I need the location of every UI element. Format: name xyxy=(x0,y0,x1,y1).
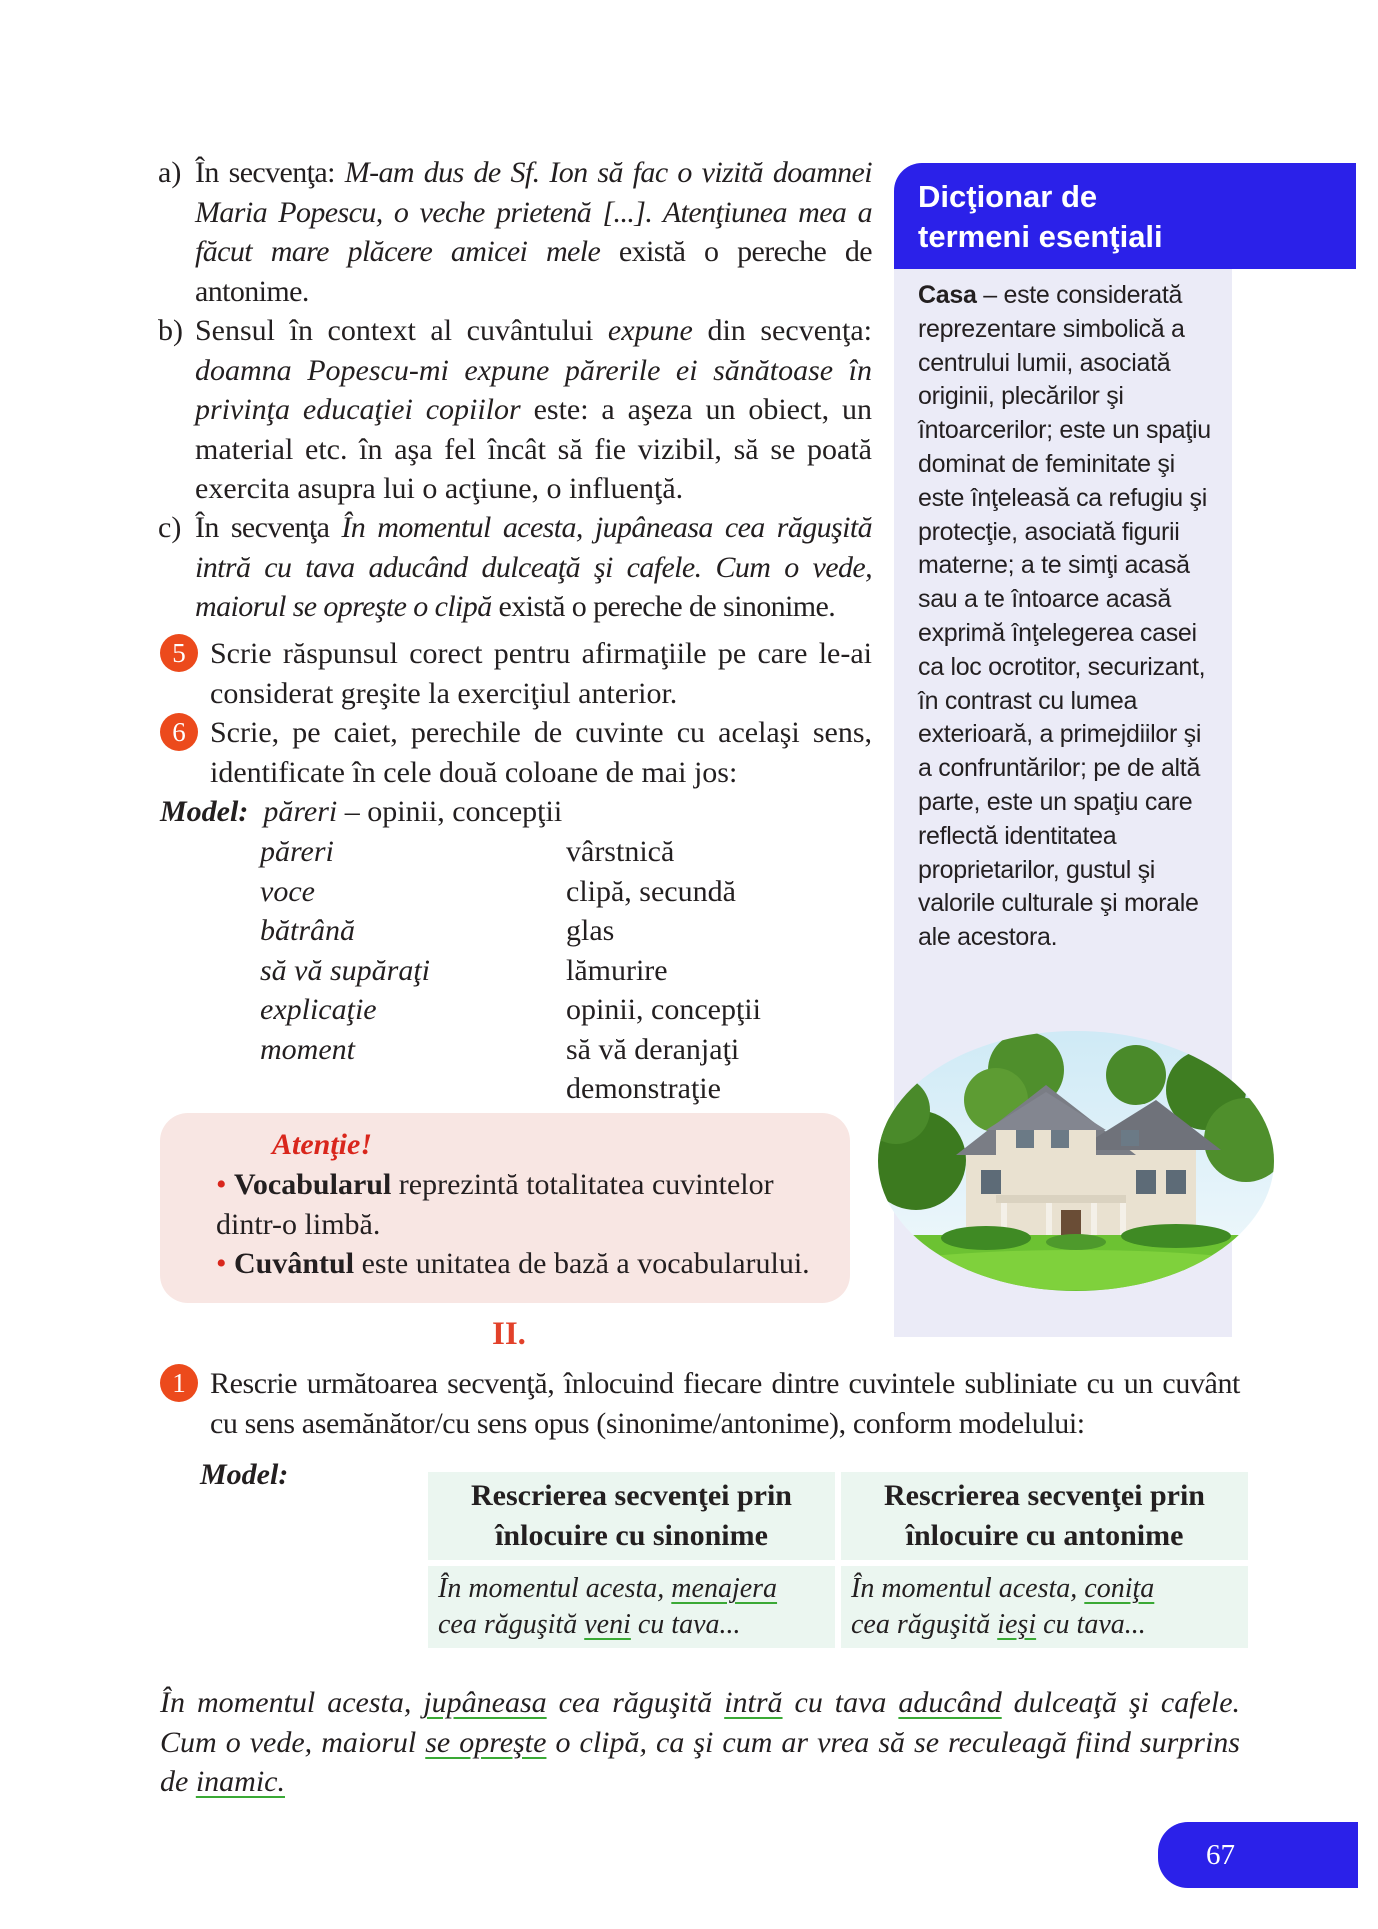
exercise-c-quote: În momentul acesta, jupâneasa cea răguşită intră cu tava aducând dulceaţă şi cafele. Cum o vede, maiorul se opreşte o clipă xyxy=(195,511,872,623)
model-2-label: Model: xyxy=(200,1458,289,1491)
list-item: demonstraţie xyxy=(566,1072,721,1105)
cell-underlined: veni xyxy=(584,1609,631,1640)
exercise-a-text: În secvenţa: xyxy=(195,156,345,189)
list-item: voce xyxy=(260,874,315,908)
exercise-6-text: Scrie, pe caiet, perechile de cuvinte cu acelaşi sens, identificate în cele două coloane de mai jos: xyxy=(210,716,872,789)
exercise-5-text: Scrie răspunsul corect pentru afirmaţiile pe care le-ai considerat greşite la exerciţiul anterior. xyxy=(210,637,872,710)
bullet-icon: • xyxy=(216,1168,227,1201)
exercise-a-text-end: există o pereche de antonime. xyxy=(195,235,873,308)
passage-underlined: intră xyxy=(724,1686,783,1719)
exercise-c-text-2: există o pereche de sinonime. xyxy=(491,590,836,623)
exercise-c xyxy=(158,508,872,627)
list-item: să vă supăraţi xyxy=(260,953,431,987)
cell-text: cu tava... xyxy=(630,1609,741,1640)
note-bullet-2 xyxy=(216,1244,836,1284)
exercise-b xyxy=(158,311,872,509)
page-number-text: 67 xyxy=(1206,1839,1235,1871)
note-bullet-1-text: reprezintă totalitatea cuvintelor dintr-o limbă. xyxy=(216,1168,774,1241)
exercise-6-number: 6 xyxy=(160,713,198,751)
exercise-c-text: În secvenţa xyxy=(195,511,342,544)
list-item: glas xyxy=(566,914,615,947)
sidebar-definition xyxy=(918,279,1218,955)
note-bullet-1 xyxy=(216,1165,816,1244)
model-table xyxy=(422,1466,1254,1654)
section-title: II. xyxy=(492,1316,526,1352)
list-item: lămurire xyxy=(566,953,668,987)
table-header-antonyms: Rescrierea secvenţei prin înlocuire cu antonime xyxy=(841,1472,1248,1560)
final-passage xyxy=(160,1683,1240,1802)
sidebar-title-line-1: Dicţionar de xyxy=(918,179,1098,214)
exercise-b-text-3: este: a aşeza un obiect, un material etc. în aşa fel încât să fie vizibil, să se poată exercita asupra lui o acţiune, o influenţă. xyxy=(195,393,872,505)
page-number xyxy=(1158,1822,1358,1888)
cell-text: În momentul acesta, xyxy=(438,1573,672,1604)
list-item: să vă deranjaţi xyxy=(566,1032,740,1066)
cell-underlined: menajera xyxy=(671,1573,778,1604)
exercise-b-text: Sensul în context al cuvântului xyxy=(195,314,608,347)
passage-text: dulceaţă şi cafele. Cum o vede, maiorul xyxy=(160,1686,1241,1759)
cell-text: În momentul acesta, xyxy=(851,1573,1085,1604)
model-label: Model: xyxy=(160,795,249,828)
exercise-b-quote: doamna Popescu-mi expune părerile ei sănătoase în privinţa educaţiei copiilor xyxy=(195,353,872,426)
note-bullet-1-bold: Vocabularul xyxy=(234,1168,392,1201)
exercise-ii-1-text: Rescrie următoarea secvenţă, înlocuind fiecare dintre cuvintele subliniate cu un cuvânt cu sens asemănător/cu sens opus (sinonime/antonime), conform modelului: xyxy=(210,1367,1240,1440)
passage-underlined: jupâneasa xyxy=(423,1686,547,1719)
exercise-a xyxy=(158,153,872,311)
column-right xyxy=(566,832,761,1109)
cell-underlined: coniţa xyxy=(1084,1573,1155,1604)
table-cell-synonyms xyxy=(428,1566,835,1648)
exercise-a-label: a) xyxy=(158,156,182,189)
passage-underlined: se opreşte xyxy=(425,1725,547,1759)
list-item: moment xyxy=(260,1032,355,1066)
list-item: clipă, secundă xyxy=(566,874,736,908)
sidebar-header xyxy=(894,163,1356,269)
sidebar-title-line-2: termeni esenţiali xyxy=(918,219,1163,254)
list-item: explicaţie xyxy=(260,993,377,1026)
cell-underlined: ieşi xyxy=(997,1609,1037,1640)
passage-underlined: aducând xyxy=(898,1686,1002,1719)
cell-text: cea răguşită xyxy=(851,1609,998,1640)
list-item: păreri xyxy=(260,835,334,868)
note-title: Atenţie! xyxy=(272,1128,373,1161)
house-illustration xyxy=(876,1030,1276,1292)
note-bullet-2-bold: Cuvântul xyxy=(234,1247,355,1280)
model-line xyxy=(160,792,562,832)
exercise-b-word: expune xyxy=(607,314,693,347)
passage-text: În momentul acesta, xyxy=(160,1686,424,1719)
cell-text: cu tava... xyxy=(1036,1609,1146,1640)
exercise-a-quote: M-am dus de Sf. Ion să fac o vizită doamnei Maria Popescu, o veche prietenă [...]. Atenţiunea mea a făcut mare plăcere amicei mele xyxy=(195,156,872,268)
passage-text: o clipă, ca şi cum ar vrea să se reculeagă fiind surprins de xyxy=(160,1725,1240,1798)
bullet-icon: • xyxy=(216,1247,227,1280)
table-cell-antonyms xyxy=(841,1566,1248,1648)
exercise-ii-1-number: 1 xyxy=(160,1364,198,1402)
cell-text: cea răguşită xyxy=(438,1609,585,1640)
note-bullet-2-text: este unitatea de bază a vocabularului. xyxy=(354,1247,810,1280)
column-left xyxy=(260,832,430,1069)
attention-note xyxy=(160,1113,850,1303)
passage-underlined: inamic. xyxy=(195,1765,285,1798)
list-item: bătrână xyxy=(260,914,356,947)
sidebar-definition-text: – este considerată reprezentare simbolică a centrului lumii, asociată originii, plecărilor şi întoarcerilor; este un spaţiu dominat de feminitate şi este înţeleasă ca refugiu şi protecţie, asociată figurii materne; a te simţi acasă sau a te întoarce acasă exprimă înţelegerea casei ca loc ocrotitor, securizant, în contrast cu lumea exterioară, a primejdiilor şi a confruntărilor; pe de altă parte, este un spaţiu care reflectă identitatea proprietarilor, gustul şi valorile culturale şi morale ale acestora. xyxy=(918,281,1211,952)
list-item: vârstnică xyxy=(566,835,675,868)
exercise-b-text-2: din secvenţa: xyxy=(692,314,872,347)
exercise-b-label: b) xyxy=(158,314,183,347)
model-rest: – opinii, concepţii xyxy=(337,795,563,828)
model-word: păreri xyxy=(263,795,338,828)
passage-text: cu tava xyxy=(782,1686,899,1719)
exercise-c-label: c) xyxy=(158,511,182,544)
sidebar-term: Casa xyxy=(918,281,977,309)
passage-text: cea răguşită xyxy=(546,1686,725,1719)
table-header-synonyms: Rescrierea secvenţei prin înlocuire cu sinonime xyxy=(428,1472,835,1560)
list-item: opinii, concepţii xyxy=(566,993,761,1026)
exercise-5-number: 5 xyxy=(160,634,198,672)
